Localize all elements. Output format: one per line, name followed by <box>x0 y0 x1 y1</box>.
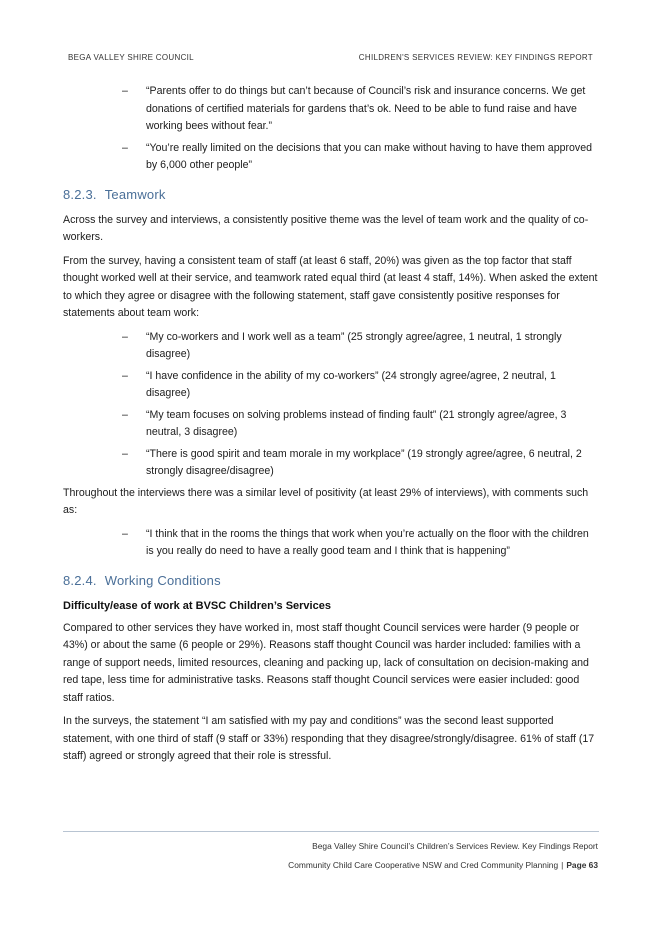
teamwork-statement-list <box>63 329 598 481</box>
header-organization: BEGA VALLEY SHIRE COUNCIL <box>68 53 194 62</box>
footer-report-title: Bega Valley Shire Council’s Children’s Services Review. Key Findings Report <box>312 841 598 851</box>
footer-divider <box>63 831 599 832</box>
subheading: Difficulty/ease of work at BVSC Children’s Services <box>63 599 331 612</box>
list-item: – “My co-workers and I work well as a team” (25 strongly agree/agree, 1 neutral, 1 strongly disagree) <box>122 330 562 360</box>
footer-credits: Community Child Care Cooperative NSW and Cred Community Planning | Page 63 <box>288 860 598 870</box>
page-body <box>63 83 598 772</box>
list-item: – “You’re really limited on the decisions that you can make without having to have them approved by 6,000 other people” <box>122 141 592 171</box>
paragraph: Across the survey and interviews, a consistently positive theme was the level of team work and the quality of co-workers. <box>63 213 589 243</box>
list-item: – “I have confidence in the ability of my co-workers” (24 strongly agree/agree, 2 neutral, 1 disagree) <box>122 369 556 399</box>
list-item: – “There is good spirit and team morale in my workplace” (19 strongly agree/agree, 6 neutral, 2 strongly disagree/disagree) <box>122 447 582 477</box>
paragraph: From the survey, having a consistent team of staff (at least 6 staff, 20%) was given as the top factor that staff thought worked well at their service, and teamwork rated equal third (at least 4 staff, 14%). When asked the extent to which they agree or disagree with the following statement, staff gave consistently positive responses for statements about team work: <box>63 254 598 319</box>
page-number: Page 63 <box>566 860 598 870</box>
paragraph: Throughout the interviews there was a similar level of positivity (at least 29% of interviews), with comments such as: <box>63 486 589 516</box>
list-item: – “Parents offer to do things but can’t because of Council’s risk and insurance concerns. We get donations of certified materials for gardens that’s ok. Need to be able to fund raise and have working bees without fear.” <box>122 85 586 132</box>
header-report-title: CHILDREN'S SERVICES REVIEW: KEY FINDINGS REPORT <box>358 53 593 62</box>
section-heading-teamwork: 8.2.3. Teamwork <box>63 186 166 202</box>
paragraph: In the surveys, the statement “I am satisfied with my pay and conditions” was the second least supported statement, with one third of staff (9 staff or 33%) responding that they disagree/strongly/disagree. 61% of staff (17 staff) agreed or strongly agreed that their role is stressful. <box>63 715 595 762</box>
paragraph: Compared to other services they have worked in, most staff thought Council services were harder (9 people or 43%) or about the same (6 people or 29%). Reasons staff thought Council was harder included: families with a range of support needs, limited resources, cleaning and packing up, lack of consultation on decision-making and red tape, less time for administrative tasks. Reasons staff thought Council services were easier included: good staff ratios. <box>63 621 589 704</box>
quote-list-top <box>63 83 598 175</box>
list-item: – “I think that in the rooms the things that work when you’re actually on the floor with the children is you really do need to have a really good team and I think that is happening” <box>122 527 589 557</box>
interview-quote-list <box>63 526 598 561</box>
page-header <box>68 53 593 67</box>
list-item: – “My team focuses on solving problems instead of finding fault” (21 strongly agree/agree, 3 neutral, 3 disagree) <box>122 408 567 438</box>
section-heading-working-conditions: 8.2.4. Working Conditions <box>63 572 221 588</box>
